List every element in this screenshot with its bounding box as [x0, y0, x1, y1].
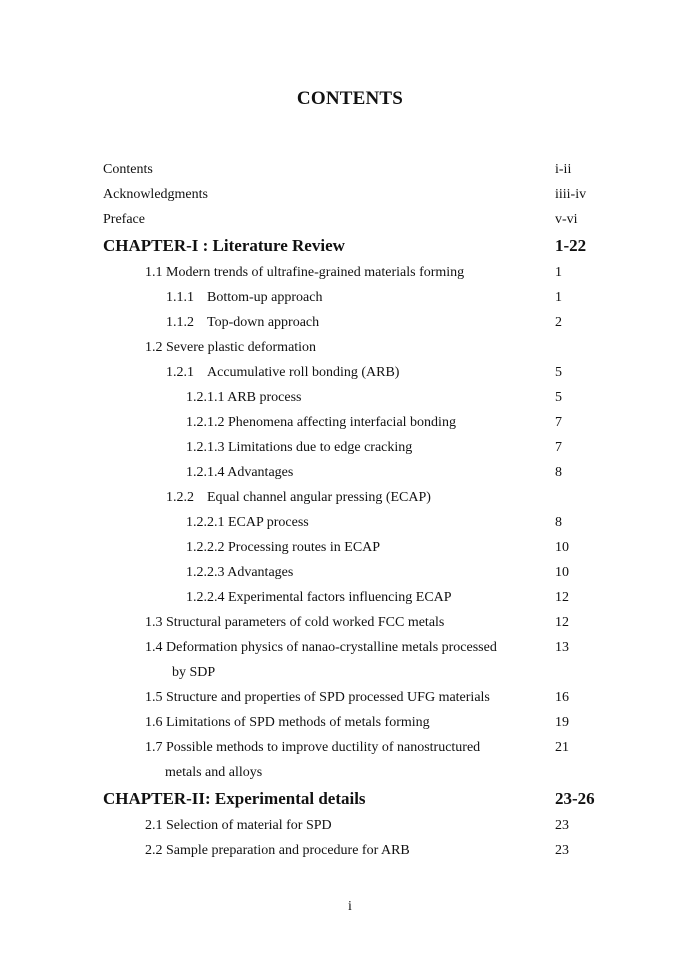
toc-entry-page: 12 — [555, 590, 569, 605]
toc-entry-label — [166, 485, 431, 510]
toc-entry-label: 1.2.1.1 ARB process — [186, 390, 302, 405]
toc-entry-1-2-1[interactable] — [0, 360, 700, 385]
toc-entry-label: 1.2.2.1 ECAP process — [186, 515, 309, 530]
toc-entry-page: 10 — [555, 540, 569, 555]
toc-entry-1-4[interactable] — [0, 635, 700, 685]
toc-entry-title: Bottom-up approach — [207, 290, 323, 305]
toc-entry-page: 2 — [555, 315, 562, 330]
toc-entry-page: 19 — [555, 715, 569, 730]
toc-entry-1-1-1[interactable] — [0, 285, 700, 310]
toc-entry-page: 1 — [555, 265, 562, 280]
toc-entry-1-2-1-4[interactable] — [0, 460, 700, 485]
toc-chapter-2[interactable] — [0, 785, 700, 813]
toc-entry-title: 1.7 Possible methods to improve ductility of nanostructured — [145, 740, 481, 755]
toc-entry-page: 7 — [555, 415, 562, 430]
toc-entry-1-2-2-3[interactable] — [0, 560, 700, 585]
toc-entry-page: 10 — [555, 565, 569, 580]
toc-entry-label: Preface — [103, 212, 145, 227]
toc-entry-continuation: by SDP — [172, 665, 216, 680]
toc-entry-label: 1.1 Modern trends of ultrafine-grained materials forming — [145, 265, 465, 280]
toc-entry-page: 16 — [555, 690, 569, 705]
toc-entry-acknowledgments[interactable] — [0, 182, 700, 207]
toc-entry-label: 1.6 Limitations of SPD methods of metals forming — [145, 715, 430, 730]
toc-entry-title: Equal channel angular pressing (ECAP) — [207, 490, 431, 505]
toc-entry-page: i-ii — [555, 162, 572, 177]
toc-chapter-1[interactable] — [0, 232, 700, 260]
toc-entry-1-2-2-4[interactable] — [0, 585, 700, 610]
toc-entry-title: 1.4 Deformation physics of nanao-crystalline metals processed — [145, 640, 497, 655]
toc-entry-1-2-2[interactable] — [0, 485, 700, 510]
toc-entry-1-2-1-1[interactable] — [0, 385, 700, 410]
toc-entry-2-1[interactable] — [0, 813, 700, 838]
toc-entry-number: 1.2.2 — [166, 490, 194, 505]
toc-entry-title: Accumulative roll bonding (ARB) — [207, 365, 400, 380]
toc-entry-label: 2.2 Sample preparation and procedure for ARB — [145, 843, 410, 858]
toc-entry-1-2-2-1[interactable] — [0, 510, 700, 535]
toc-entry-label — [166, 310, 319, 335]
toc-entry-page: 5 — [555, 390, 562, 405]
toc-entry-1-2-1-3[interactable] — [0, 435, 700, 460]
toc-entry-2-2[interactable] — [0, 838, 700, 863]
toc-entry-continuation: metals and alloys — [165, 765, 263, 780]
toc-entry-1-6[interactable] — [0, 710, 700, 735]
chapter-page-range: 1-22 — [555, 236, 587, 255]
toc-entry-label: 1.3 Structural parameters of cold worked FCC metals — [145, 615, 445, 630]
page-title: CONTENTS — [296, 88, 404, 109]
toc-entry-1-3[interactable] — [0, 610, 700, 635]
toc-entry-label: Contents — [103, 162, 153, 177]
toc-entry-label: 2.1 Selection of material for SPD — [145, 818, 332, 833]
toc-entry-1-1-2[interactable] — [0, 310, 700, 335]
toc-entry-page: 21 — [555, 740, 569, 755]
toc-entry-label: 1.2.1.3 Limitations due to edge cracking — [186, 440, 413, 455]
toc-entry-1-1[interactable] — [0, 260, 700, 285]
toc-entry-number: 1.1.1 — [166, 290, 194, 305]
toc-entry-1-2-2-2[interactable] — [0, 535, 700, 560]
toc-entry-label — [145, 635, 497, 685]
toc-entry-page: v-vi — [555, 212, 578, 227]
toc-entry-page: 23 — [555, 843, 569, 858]
toc-entry-title: Top-down approach — [207, 315, 320, 330]
toc-entry-label: Acknowledgments — [103, 187, 208, 202]
toc-entry-label: 1.2.1.2 Phenomena affecting interfacial bonding — [186, 415, 456, 430]
toc-entry-label: 1.2.1.4 Advantages — [186, 465, 294, 480]
chapter-page-range: 23-26 — [555, 789, 595, 808]
toc-entry-1-2-1-2[interactable] — [0, 410, 700, 435]
toc-entry-page: 5 — [555, 365, 562, 380]
toc-entry-page: 23 — [555, 818, 569, 833]
toc-entry-label — [145, 735, 480, 785]
chapter-heading: CHAPTER-I : Literature Review — [103, 236, 345, 255]
toc-entry-page: 8 — [555, 515, 562, 530]
toc-entry-1-5[interactable] — [0, 685, 700, 710]
toc-entry-preface[interactable] — [0, 207, 700, 232]
toc-entry-page: 13 — [555, 640, 569, 655]
toc-entry-label: 1.2.2.4 Experimental factors influencing ECAP — [186, 590, 452, 605]
toc-entry-page: 8 — [555, 465, 562, 480]
toc-entry-label: 1.2.2.3 Advantages — [186, 565, 294, 580]
toc-entry-page: iiii-iv — [555, 187, 587, 202]
toc-entry-page: 1 — [555, 290, 562, 305]
toc-entry-label — [166, 285, 322, 310]
toc-entry-page: 12 — [555, 615, 569, 630]
chapter-heading: CHAPTER-II: Experimental details — [103, 789, 366, 808]
toc-entry-label: 1.2 Severe plastic deformation — [145, 340, 317, 355]
toc-entry-number: 1.2.1 — [166, 365, 194, 380]
toc-entry-contents[interactable] — [0, 157, 700, 182]
toc-entry-label: 1.2.2.2 Processing routes in ECAP — [186, 540, 381, 555]
toc-entry-label — [166, 360, 399, 385]
toc-entry-page: 7 — [555, 440, 562, 455]
toc-entry-number: 1.1.2 — [166, 315, 194, 330]
toc-entry-label: 1.5 Structure and properties of SPD processed UFG materials — [145, 690, 490, 705]
toc-entry-1-2[interactable] — [0, 335, 700, 360]
toc-entry-1-7[interactable] — [0, 735, 700, 785]
table-of-contents — [0, 157, 700, 863]
page-number: i — [348, 899, 352, 914]
